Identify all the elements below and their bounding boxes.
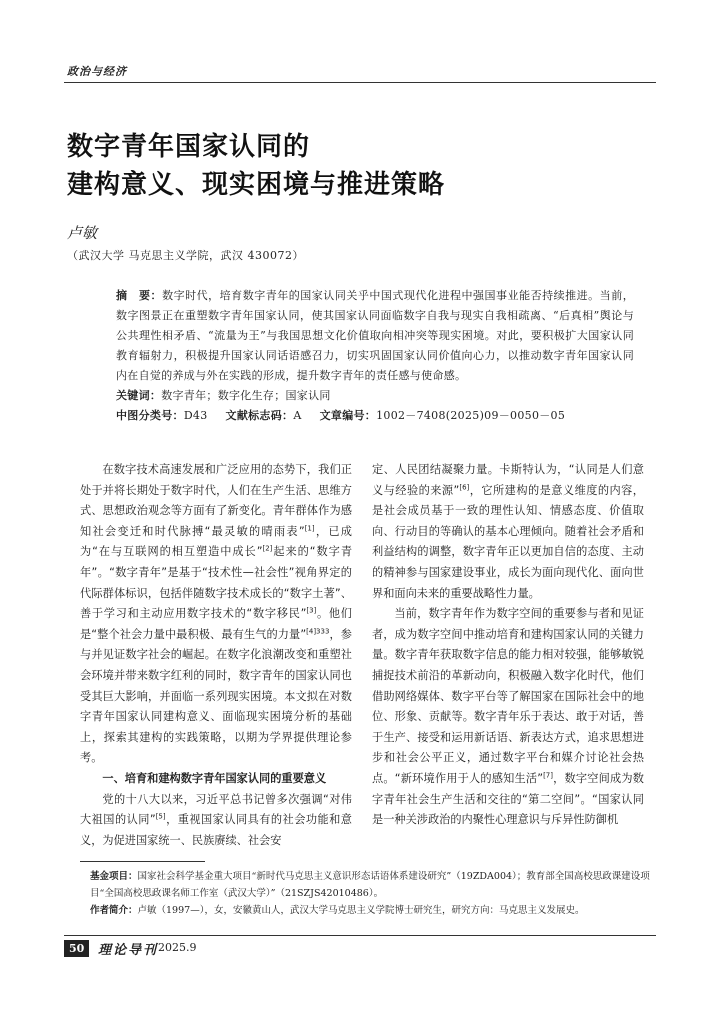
text-run: ，参与并见证数字社会的崛起。在数字化浪潮改变和重塑社会环境并带来数字红利的同时，数字青年的国家认同也受其巨大影响，并面临一系列现实困境。本文拟在对数字青年国家认同建构意义、面临现实困境分析的基础上，探索其建构的实践策略，以期为学界提供理论参考。 (80, 627, 352, 765)
author-bio-label: 作者简介： (90, 905, 138, 916)
text-run: 。他们是“整个社会力量中最积极、最有生气的力量” (80, 607, 352, 641)
paragraph (80, 460, 352, 769)
clc-label: 中图分类号： (116, 409, 184, 422)
journal-issue: 2025.9 (158, 941, 197, 954)
citation: [4]333 (306, 627, 330, 636)
text-run: 在数字技术高速发展和广泛应用的态势下，我们正处于并将长期处于数字时代，人们在生产生活、思维方式、思想政治观念等方面有了新变化。青年群体作为感知社会变迁和时代脉搏“最灵敏的晴雨表” (80, 463, 352, 538)
paragraph (80, 790, 352, 852)
abstract-body: 数字时代，培育数字青年的国家认同关乎中国式现代化进程中强国事业能否持续推进。当前，数字图景正在重塑数字青年国家认同，使其国家认同面临数字自我与现实自我相疏离、“后真相”舆论与公共理性相矛盾、“流量为王”与我国思想文化价值取向相冲突等现实困境。对此，要积极扩大国家认同教育辐射力，积极提升国家认同话语感召力，切实巩固国家认同价值向心力，以推动数字青年国家认同内在自觉的养成与外在实践的形成，提升数字青年的责任感与使命感。 (116, 289, 635, 382)
citation: [1] (304, 524, 315, 533)
text-run: 定、人民团结凝聚力量。卡斯特认为，“认同是人们意义与经验的来源” (372, 463, 644, 497)
keywords-label: 关键词： (116, 389, 162, 402)
abstract-label: 摘 要： (116, 289, 163, 302)
text-run: 当前，数字青年作为数字空间的重要参与者和见证者，成为数字空间中推动培育和建构国家认同的关键力量。数字青年获取数字信息的能力相对较强，能够敏锐捕捉技术前沿的革新动向，积极融入数字化时代，他们借助网络媒体、数字平台等了解国家在国际社会中的地位、形象、贡献等。数字青年乐于表达、敢于对话，善于生产、接受和运用新话语、新表达方式，追求思想进步和社会公平正义，通过数字平台和媒介讨论社会热点。“新环境作用于人的感知生活” (372, 607, 644, 785)
article-title (67, 128, 667, 204)
article-no-value: 1002－7408(2025)09－0050－05 (376, 409, 566, 422)
body-column-left (80, 460, 352, 851)
section-label: 政治与经济 (67, 65, 127, 78)
text-run: ，它所建构的是意义维度的内容，是社会成员基于一致的理性认知、情感态度、价值取向、行动目的等确认的基本心理倾向。随着社会矛盾和利益结构的调整，数字青年正以更加自信的态度、主动的精神参与国家建设事业，成长为面向现代化、面向世界和面向未来的重要战略性力量。 (372, 483, 644, 600)
paragraph (372, 604, 644, 831)
citation: [2] (262, 544, 273, 553)
fund-text: 国家社会科学基金重大项目“新时代马克思主义意识形态话语体系建设研究”（19ZDA004）；教育部全国高校思政课建设项目“全国高校思政课名师工作室（武汉大学）”（21SZJS42010486）。 (90, 871, 650, 899)
paragraph (372, 460, 644, 604)
journal-name: 理论导刊 (98, 943, 159, 958)
citation: [3] (306, 606, 317, 615)
text-run: ，已成为“在与互联网的相互塑造中成长” (80, 524, 352, 559)
doc-code-label: 文献标志码： (225, 409, 294, 422)
section-heading: 一、培育和建构数字青年国家认同的重要意义 (102, 771, 327, 785)
header-rule (64, 82, 656, 83)
footnotes (80, 868, 660, 919)
author-affiliation: （武汉大学 马克思主义学院，武汉 430072） (67, 249, 304, 262)
text-run: ，数字空间成为数字青年社会生产生活和交往的“第二空间”。“国家认同是一种关涉政治的内聚性心理意识与斥异性防御机 (372, 771, 644, 827)
fund-note (80, 868, 660, 902)
classification-line (92, 406, 634, 426)
title-line-2: 建构意义、现实困境与推进策略 (67, 170, 446, 200)
citation: [7] (543, 771, 553, 780)
fund-label: 基金项目： (90, 871, 138, 882)
keywords-value: 数字青年；数字化生存；国家认同 (161, 389, 331, 402)
footer-rule (64, 935, 656, 936)
clc-value: D43 (183, 409, 208, 422)
abstract-block (92, 286, 634, 426)
author-name: 卢敏 (67, 224, 98, 242)
author-bio-text: 卢敏（1997—），女，安徽黄山人，武汉大学马克思主义学院博士研究生，研究方向：马克思主义发展史。 (137, 905, 585, 916)
title-line-1: 数字青年国家认同的 (67, 132, 311, 162)
text-run: 起来的“数字青年”。“数字青年”是基于“技术性—社会性”视角界定的代际群体标识，包括伴随数字技术成长的“数字土著”、善于学习和主动应用数字技术的“数字移民” (80, 545, 353, 621)
citation: [6] (459, 482, 470, 491)
text-run: 党的十八大以来，习近平总书记曾多次强调“对伟大祖国的认同” (80, 792, 352, 827)
keywords (92, 386, 634, 406)
doc-code-value: A (293, 409, 302, 422)
citation: [5] (155, 812, 166, 821)
abstract-text (92, 286, 634, 386)
footnote-rule (80, 861, 205, 862)
body-column-right (372, 460, 644, 831)
page-number: 50 (64, 940, 89, 957)
text-run: ，重视国家认同具有的社会功能和意义，为促进国家统一、民族赓续、社会安 (80, 813, 352, 847)
author-note (80, 902, 660, 919)
article-no-label: 文章编号： (319, 409, 377, 422)
